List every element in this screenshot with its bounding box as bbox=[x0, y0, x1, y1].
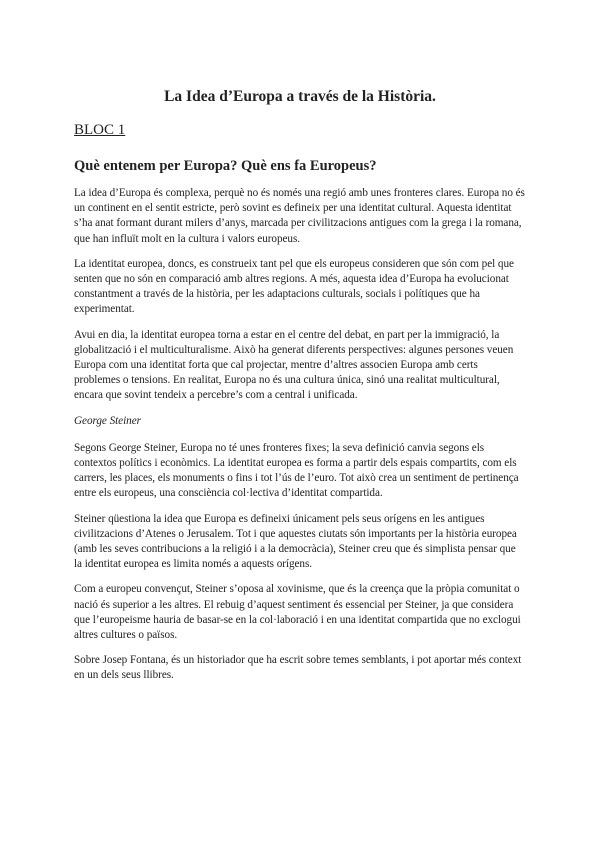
section-heading: BLOC 1 bbox=[74, 122, 126, 138]
paragraph: Avui en dia, la identitat europea torna a estar en el centre del debat, en part per la immigració, la globalització i el multiculturalisme. Això ha generat diferents perspectives: algunes persones veuen Europa com una identitat forta que cal projectar, mentre d’altres associen Europa amb certs problemes o tensions. En realitat, Europa no és una cultura única, sinó una realitat multicultural, encara que sovint tendeix a percebre’s com a central i unificada. bbox=[74, 328, 514, 402]
document-body bbox=[74, 186, 526, 694]
paragraph: Com a europeu convençut, Steiner s’oposa al xovinisme, que és la creença que la pròpia comunitat o nació és superior a les altres. El rebuig d’aquest sentiment és essencial per Steiner, ja que considera que l’europeisme hauria de basar-se en la col·laboració i en una identitat compartida que no exclogui altres cultures o països. bbox=[74, 583, 521, 642]
paragraph: Segons George Steiner, Europa no té unes fronteres fixes; la seva definició canvia segons els contextos polítics i econòmics. La identitat europea es forma a partir dels espais compartits, com els carrers, les places, els monuments o fins i tot l’ús de l’euro. Tot això crea un sentiment de pertinença entre els europeus, una consciència col·lectiva d’identitat compartida. bbox=[74, 441, 519, 500]
section-subtitle: Què entenem per Europa? Què ens fa Europeus? bbox=[74, 158, 377, 174]
paragraph: La idea d’Europa és complexa, perquè no és només una regió amb unes fronteres clares. Europa no és un continent en el sentit estricte, però sovint es defineix per una identitat cultural. Aquesta identitat s’ha anat formant durant milers d’anys, marcada per civilitzacions antigues com la grega i la romana, que han influït molt en la cultura i valors europeus. bbox=[74, 187, 525, 245]
author-heading: George Steiner bbox=[74, 414, 141, 427]
paragraph: Sobre Josep Fontana, és un historiador que ha escrit sobre temes semblants, i pot aportar més context en un dels seus llibres. bbox=[74, 654, 522, 682]
document-title: La Idea d’Europa a través de la Història. bbox=[164, 88, 436, 105]
paragraph: Steiner qüestiona la idea que Europa es defineixi únicament pels seus orígens en les antigues civilitzacions d’Atenes o Jerusalem. Tot i que aquestes ciutats són importants per la història europea (amb les seves contribucions a la religió i a la democràcia), Steiner creu que és simplista pensar que la identitat europea es limita només a aquests orígens. bbox=[74, 512, 517, 571]
paragraph: La identitat europea, doncs, es construeix tant pel que els europeus consideren que són com pel que senten que no són en comparació amb altres regions. A més, aquesta idea d’Europa ha evolucionat constantment a través de la història, per les adaptacions culturals, socials i polítiques que ha experimentat. bbox=[74, 257, 514, 316]
